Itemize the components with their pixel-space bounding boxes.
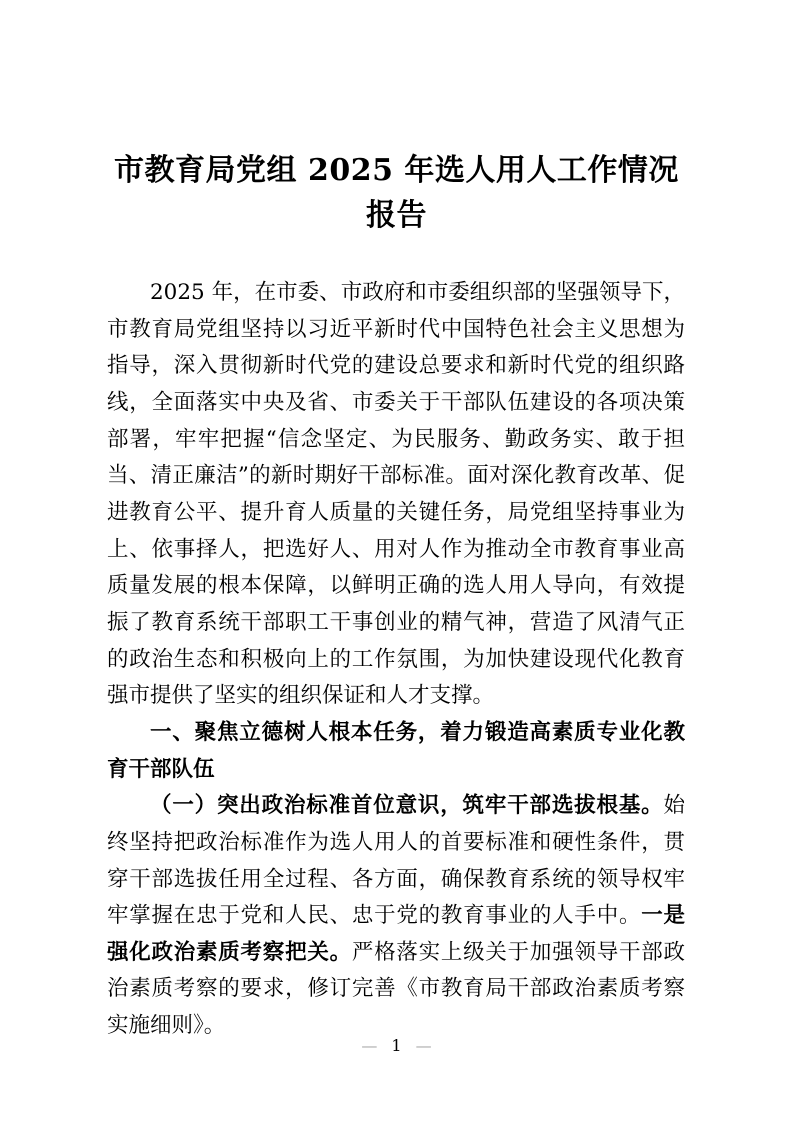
section-heading <box>107 715 685 788</box>
paragraph <box>107 788 685 1045</box>
text-run: 2025 年，在市委、市政府和市委组织部的坚强领导下，市教育局党组坚持以习近平新时代中国特色社会主义思想为指导，深入贯彻新时代党的建设总要求和新时代党的组织路线，全面落实中央及省、市委关于干部队伍建设的各项决策部署，牢牢把握“信念坚定、为民服务、勤政务实、敢于担当、清正廉洁”的新时期好干部标准。面对深化教育改革、促进教育公平、提升育人质量的关键任务，局党组坚持事业为上、依事择人，把选好人、用对人作为推动全市教育事业高质量发展的根本保障，以鲜明正确的选人用人导向，有效提振了教育系统干部职工干事创业的精气神，营造了风清气正的政治生态和积极向上的工作氛围，为加快建设现代化教育强市提供了坚实的组织保证和人才支撑。 <box>107 280 685 709</box>
page-footer <box>0 1036 793 1056</box>
page-number: 1 <box>391 1036 402 1055</box>
bold-text-run: （一）突出政治标准首位意识，筑牢干部选拔根基。 <box>150 793 664 819</box>
text-run: 始终坚持把政治标准作为选人用人的首要标准和硬性条件，贯穿干部选拔任用全过程、各方面，确保教育系统的领导权牢牢掌握在忠于党和人民、忠于党的教育事业的人手中。 <box>107 793 685 929</box>
bold-text-run: 一是强化政治素质考察把关。 <box>107 903 685 965</box>
footer-left-dash: — <box>361 1036 378 1055</box>
document-body <box>107 275 685 1045</box>
bold-text-run: 一、聚焦立德树人根本任务，着力锻造高素质专业化教育干部队伍 <box>107 719 685 782</box>
footer-right-dash: — <box>415 1036 432 1055</box>
paragraph <box>107 275 685 715</box>
document-title: 市教育局党组 2025 年选人用人工作情况报告 <box>114 153 679 233</box>
text-run: 严格落实上级关于加强领导干部政治素质考察的要求，修订完善《市教育局干部政治素质考察实施细则》。 <box>107 939 685 1039</box>
